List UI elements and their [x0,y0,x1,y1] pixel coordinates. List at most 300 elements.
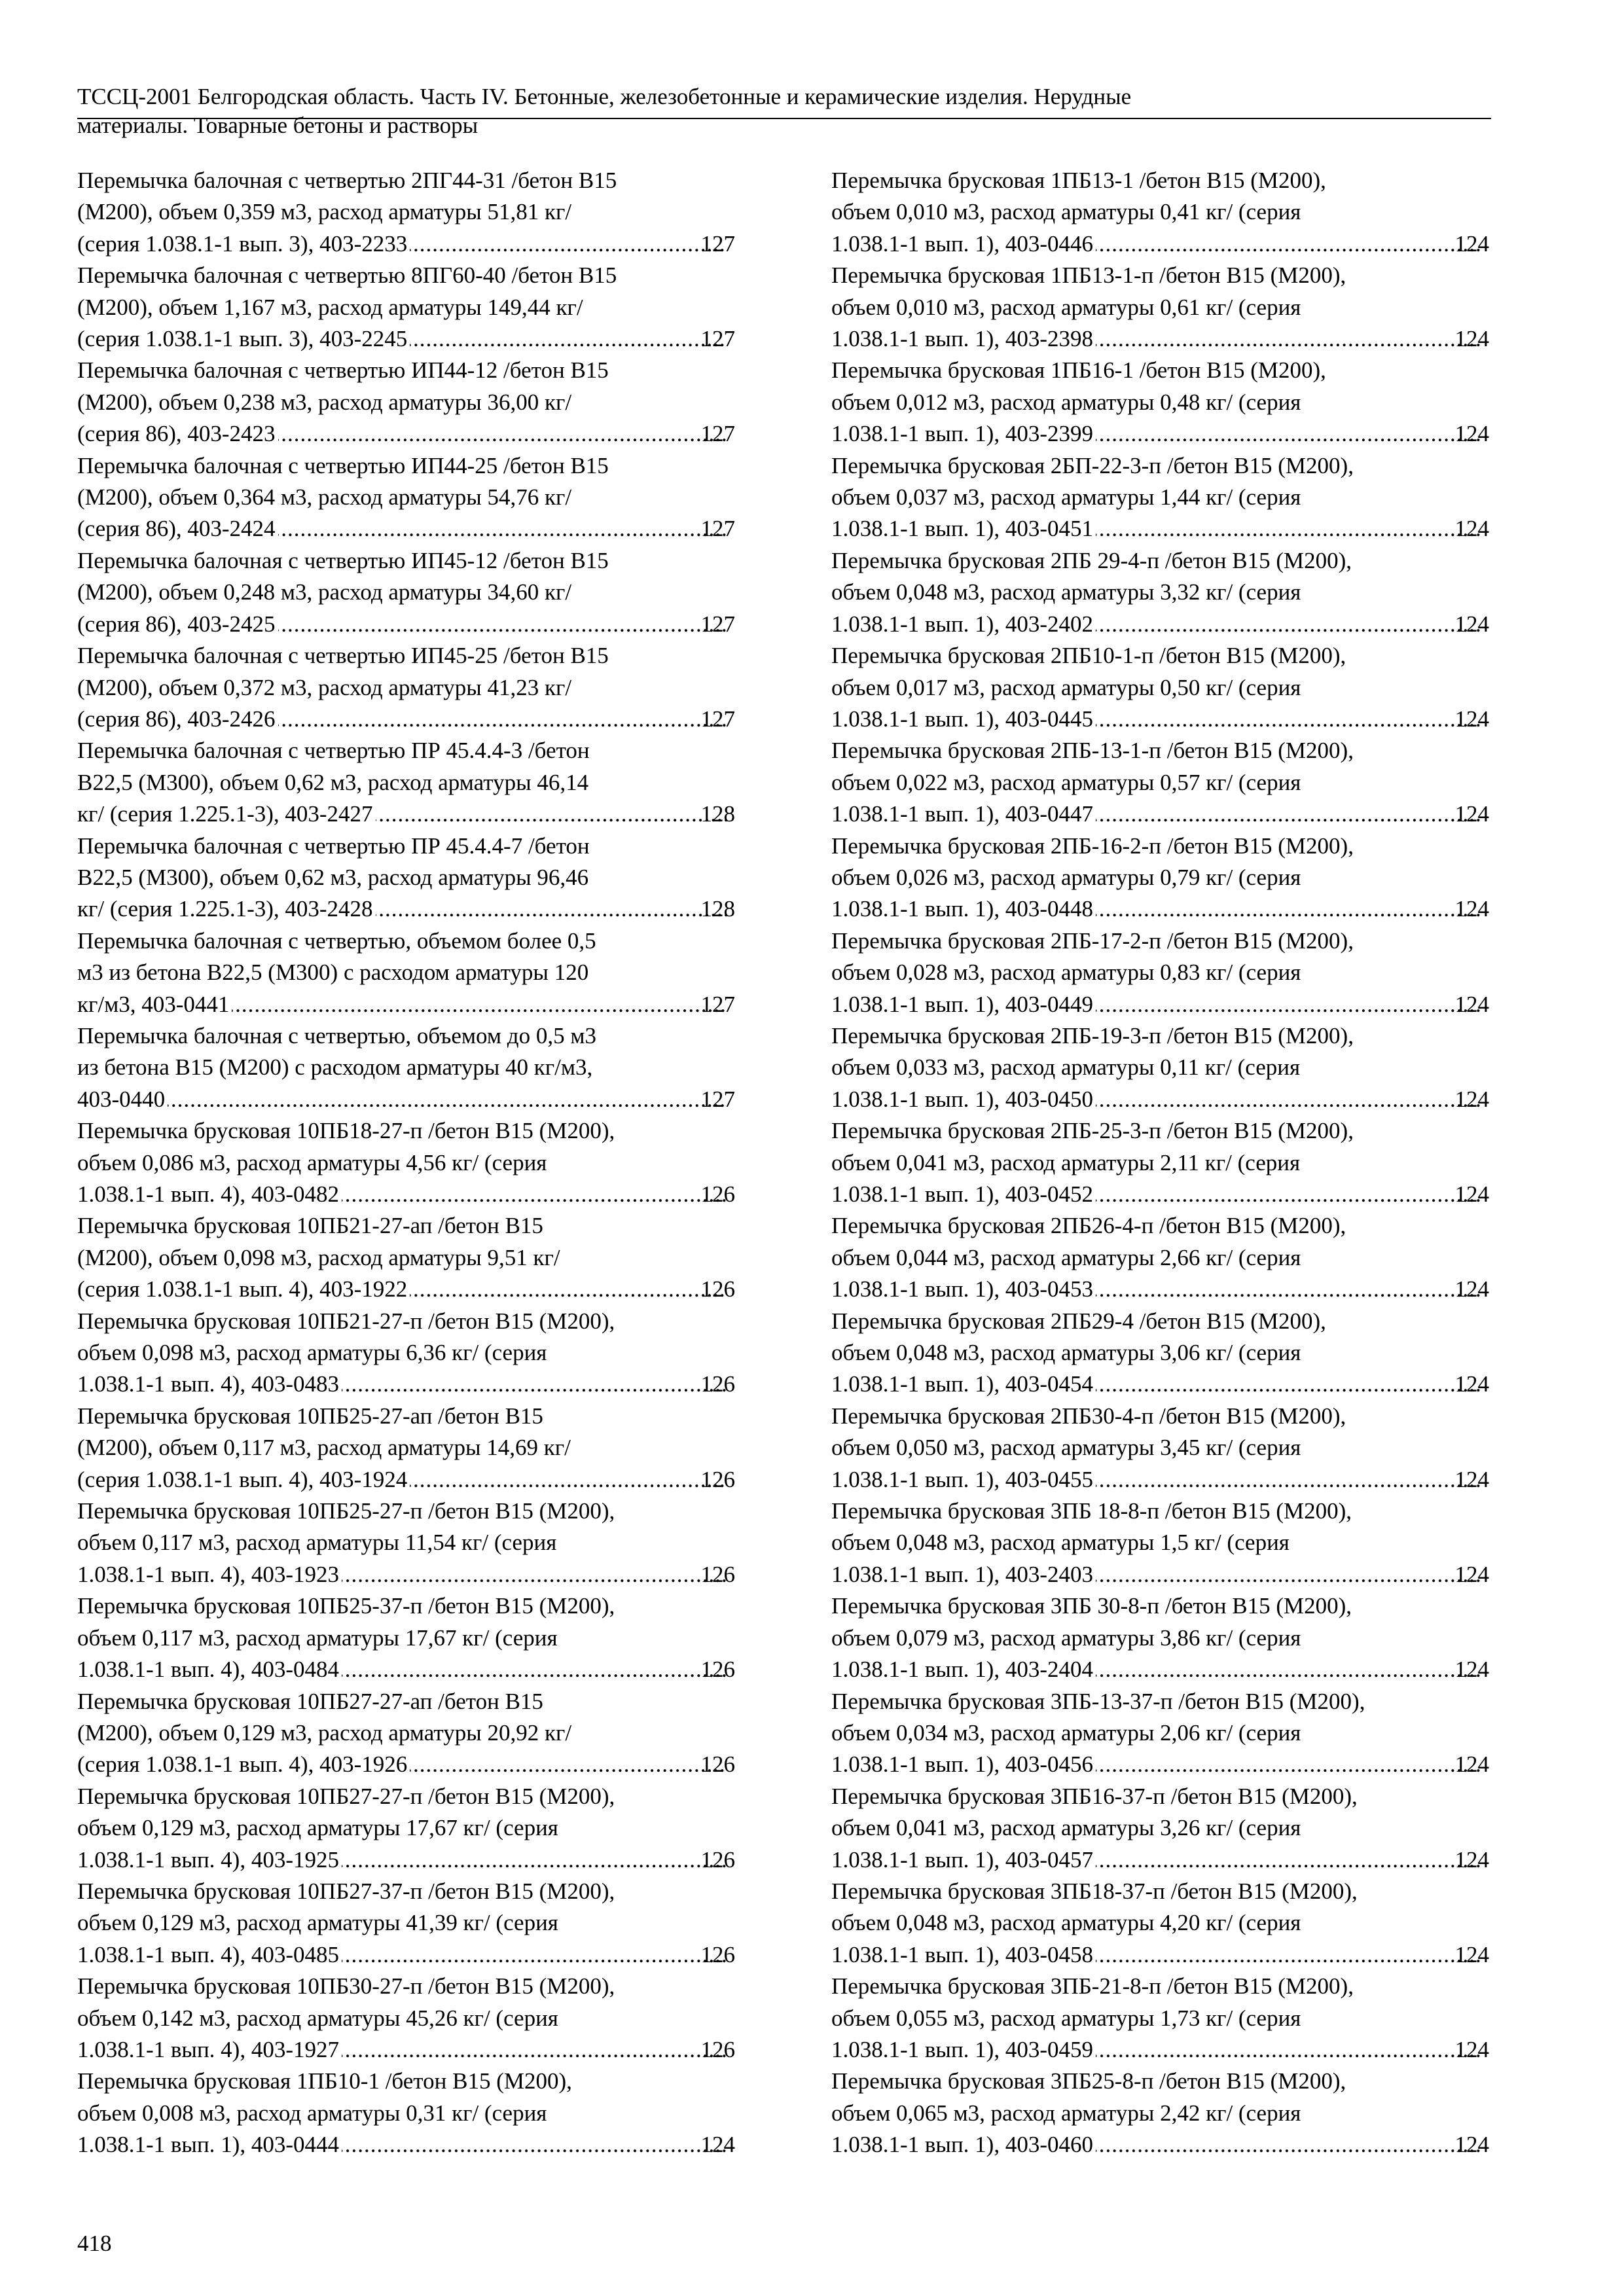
entry-page-ref: 126 [700,1751,735,1778]
entry-line: (серия 86), 403-2425 [77,611,276,637]
entry-line: объем 0,044 м3, расход арматуры 2,66 кг/ (серия [831,1244,1301,1270]
entry-line: объем 0,010 м3, расход арматуры 0,61 кг/ (серия [831,294,1301,320]
dot-leader [1096,2129,1481,2161]
entry-last-line [77,704,735,735]
entry-line: Перемычка балочная с четвертью, объемом до 0,5 м3 [77,1022,596,1049]
header-line-2: материалы. Товарные бетоны и растворы [77,113,478,138]
entry-page-ref: 124 [1454,326,1489,352]
index-entry [831,1210,1489,1305]
entry-line: (М200), объем 0,372 м3, расход арматуры 41,23 кг/ [77,674,572,700]
entry-line: Перемычка брусковая 10ПБ25-37-п /бетон В15 (М200), [77,1593,615,1619]
entry-line: объем 0,055 м3, расход арматуры 1,73 кг/ (серия [831,2005,1301,2031]
entry-last-line [831,1179,1489,1210]
dot-leader [1096,1084,1481,1115]
dot-leader [410,228,727,260]
entry-last-line [831,798,1489,830]
entry-page-ref: 126 [700,1371,735,1397]
entry-line: Перемычка балочная с четвертью ПР 45.4.4-3 /бетон [77,738,590,764]
entry-line: объем 0,012 м3, расход арматуры 0,48 кг/ (серия [831,389,1301,415]
entry-line: объем 0,142 м3, расход арматуры 45,26 кг/ (серия [77,2005,558,2031]
entry-last-line [831,1844,1489,1876]
entry-page-ref: 127 [700,326,735,352]
entry-line: 1.038.1-1 вып. 1), 403-0449 [831,991,1093,1017]
entry-last-line [831,1464,1489,1496]
entry-page-ref: 124 [1454,1181,1489,1207]
entry-page-ref: 127 [700,516,735,542]
dot-leader [1096,1559,1481,1590]
dot-leader [410,1274,727,1305]
dot-leader [342,1559,727,1590]
entry-last-line [831,1369,1489,1400]
entry-line: (М200), объем 0,248 м3, расход арматуры 34,60 кг/ [77,579,572,605]
entry-page-ref: 124 [1454,801,1489,827]
entry-line: (М200), объем 0,117 м3, расход арматуры 14,69 кг/ [77,1435,571,1461]
entry-line: Перемычка брусковая 3ПБ 18-8-п /бетон В15 (М200), [831,1498,1352,1524]
index-entry [831,2066,1489,2161]
entry-last-line [831,609,1489,640]
entry-line: 1.038.1-1 вып. 1), 403-0448 [831,896,1093,922]
dot-leader [1096,1939,1481,1971]
entry-page-ref: 124 [1454,1371,1489,1397]
entry-last-line [77,513,735,545]
entry-line: Перемычка брусковая 1ПБ10-1 /бетон В15 (М200), [77,2068,572,2094]
dot-leader [1096,798,1481,830]
entry-line: Перемычка брусковая 1ПБ13-1 /бетон В15 (М200), [831,168,1326,193]
entry-line: Перемычка брусковая 2ПБ-16-2-п /бетон В15 (М200), [831,833,1354,859]
entry-line: Перемычка брусковая 10ПБ21-27-ап /бетон В15 [77,1213,543,1239]
entry-page-ref: 126 [700,1276,735,1302]
index-entry [77,1496,735,1590]
entry-line: 1.038.1-1 вып. 1), 403-0444 [77,2132,339,2158]
dot-leader [342,1844,727,1876]
entry-page-ref: 124 [1454,706,1489,732]
entry-line: объем 0,048 м3, расход арматуры 3,32 кг/ (серия [831,579,1301,605]
entry-line: Перемычка брусковая 2ПБ-25-3-п /бетон В15 (М200), [831,1118,1354,1144]
index-entry [77,355,735,450]
entry-page-ref: 124 [1454,1657,1489,1683]
entry-last-line [77,2129,735,2161]
entry-line: объем 0,117 м3, расход арматуры 17,67 кг/ (серия [77,1624,558,1651]
dot-leader [342,1654,727,1685]
entry-last-line [831,323,1489,355]
entry-line: Перемычка брусковая 2ПБ-19-3-п /бетон В15 (М200), [831,1022,1354,1049]
index-entry [77,1210,735,1305]
index-entry [77,1020,735,1115]
entry-line: объем 0,065 м3, расход арматуры 2,42 кг/ (серия [831,2100,1301,2126]
dot-leader [278,418,727,450]
entry-line: 1.038.1-1 вып. 4), 403-0485 [77,1941,339,1967]
entry-page-ref: 127 [700,1086,735,1112]
entry-line: 1.038.1-1 вып. 1), 403-0455 [831,1466,1093,1492]
index-entry [831,925,1489,1020]
entry-line: (серия 1.038.1-1 вып. 4), 403-1924 [77,1466,408,1492]
index-entry [77,165,735,260]
dot-leader [1096,2034,1481,2066]
entry-line: Перемычка брусковая 2ПБ-17-2-п /бетон В15 (М200), [831,927,1354,954]
entry-line: Перемычка брусковая 3ПБ16-37-п /бетон В15 (М200), [831,1783,1358,1809]
entry-line: объем 0,037 м3, расход арматуры 1,44 кг/ (серия [831,484,1301,511]
entry-line: Перемычка балочная с четвертью ИП45-12 /бетон В15 [77,547,609,573]
entry-line: (М200), объем 0,129 м3, расход арматуры 20,92 кг/ [77,1719,572,1746]
entry-line: объем 0,034 м3, расход арматуры 2,06 кг/ (серия [831,1719,1301,1746]
entry-line: объем 0,041 м3, расход арматуры 2,11 кг/ (серия [831,1149,1301,1175]
header-line-1: ТССЦ-2001 Белгородская область. Часть IV. Бетонные, железобетонные и керамические изделия. Нерудные [77,84,1132,109]
entry-last-line [77,1464,735,1496]
entry-line: Перемычка брусковая 2БП-22-3-п /бетон В15 (М200), [831,452,1354,478]
entry-last-line [77,1084,735,1115]
index-entry [77,1401,735,1496]
entry-line: (серия 1.038.1-1 вып. 3), 403-2245 [77,326,408,352]
entry-last-line [831,1274,1489,1305]
entry-page-ref: 124 [1454,516,1489,542]
index-entry [77,1781,735,1876]
entry-line: Перемычка брусковая 1ПБ13-1-п /бетон В15 (М200), [831,262,1346,289]
index-entry [77,831,735,925]
dot-leader [410,1464,727,1496]
index-entry [831,1971,1489,2066]
entry-last-line [77,418,735,450]
dot-leader [278,609,727,640]
dot-leader [1096,1179,1481,1210]
entry-last-line [77,1939,735,1971]
entry-line: объем 0,028 м3, расход арматуры 0,83 кг/ (серия [831,960,1301,986]
index-entry [77,450,735,545]
entry-line: Перемычка брусковая 2ПБ26-4-п /бетон В15 (М200), [831,1213,1346,1239]
entry-line: объем 0,010 м3, расход арматуры 0,41 кг/ (серия [831,199,1301,225]
index-entry [77,545,735,640]
dot-leader [1096,704,1481,735]
entry-line: (серия 86), 403-2423 [77,421,276,447]
index-entry [831,355,1489,450]
entry-page-ref: 126 [700,1466,735,1492]
dot-leader [410,323,727,355]
entry-line: Перемычка балочная с четвертью 2ПГ44-31 /бетон В15 [77,168,617,193]
entry-line: Перемычка брусковая 10ПБ27-27-п /бетон В15 (М200), [77,1783,615,1809]
entry-line: (М200), объем 1,167 м3, расход арматуры 149,44 кг/ [77,294,583,320]
entry-page-ref: 126 [700,1181,735,1207]
entry-line: объем 0,026 м3, расход арматуры 0,79 кг/ (серия [831,864,1301,890]
entry-page-ref: 124 [1454,421,1489,447]
entry-last-line [831,228,1489,260]
entry-line: м3 из бетона В22,5 (М300) с расходом арматуры 120 [77,960,589,986]
index-entry [77,1590,735,1685]
entry-line: Перемычка брусковая 2ПБ30-4-п /бетон В15 (М200), [831,1403,1346,1429]
index-entry [77,1686,735,1781]
entry-page-ref: 127 [700,421,735,447]
entry-line: 1.038.1-1 вып. 1), 403-0459 [831,2036,1093,2062]
entry-last-line [77,323,735,355]
entry-page-ref: 124 [1454,991,1489,1017]
entry-line: 1.038.1-1 вып. 1), 403-0457 [831,1846,1093,1873]
dot-leader [342,1939,727,1971]
entry-line: 1.038.1-1 вып. 1), 403-2402 [831,611,1093,637]
entry-line: (М200), объем 0,364 м3, расход арматуры 54,76 кг/ [77,484,572,511]
index-entry [77,2066,735,2161]
entry-line: (серия 1.038.1-1 вып. 4), 403-1926 [77,1751,408,1778]
entry-line: 1.038.1-1 вып. 1), 403-2398 [831,326,1093,352]
dot-leader [1096,1844,1481,1876]
dot-leader [1096,1274,1481,1305]
entry-line: Перемычка брусковая 2ПБ-13-1-п /бетон В15 (М200), [831,738,1354,764]
entry-line: (серия 1.038.1-1 вып. 4), 403-1922 [77,1276,408,1302]
entry-line: 1.038.1-1 вып. 4), 403-1923 [77,1561,339,1587]
dot-leader [342,2034,727,2066]
dot-leader [1096,1369,1481,1400]
entry-line: Перемычка брусковая 2ПБ29-4 /бетон В15 (М200), [831,1308,1326,1334]
dot-leader [1096,1749,1481,1780]
entry-line: 1.038.1-1 вып. 1), 403-0452 [831,1181,1093,1207]
entry-last-line [77,2034,735,2066]
dot-leader [376,798,727,830]
entry-line: Перемычка балочная с четвертью 8ПГ60-40 /бетон В15 [77,262,617,289]
entry-line: 1.038.1-1 вып. 1), 403-0445 [831,706,1093,732]
entry-line: 1.038.1-1 вып. 1), 403-0446 [831,230,1093,257]
entry-line: 1.038.1-1 вып. 1), 403-0453 [831,1276,1093,1302]
entry-line: Перемычка брусковая 10ПБ30-27-п /бетон В15 (М200), [77,1973,615,2000]
dot-leader [410,1749,727,1780]
entry-line: 1.038.1-1 вып. 1), 403-2399 [831,421,1093,447]
index-entry [77,640,735,735]
dot-leader [1096,609,1481,640]
entry-line: 403-0440 [77,1086,166,1112]
entry-page-ref: 124 [1454,1941,1489,1967]
page-number: 418 [77,2231,112,2256]
entry-line: Перемычка брусковая 3ПБ-13-37-п /бетон В15 (М200), [831,1688,1365,1714]
entry-line: Перемычка брусковая 10ПБ25-27-п /бетон В15 (М200), [77,1498,615,1524]
index-entry [77,925,735,1020]
entry-line: объем 0,050 м3, расход арматуры 3,45 кг/ (серия [831,1435,1301,1461]
entry-last-line [831,2129,1489,2161]
entry-line: объем 0,117 м3, расход арматуры 11,54 кг/ (серия [77,1530,557,1556]
entry-last-line [77,1369,735,1400]
index-entry [77,1306,735,1401]
index-entry [77,1115,735,1210]
entry-line: объем 0,129 м3, расход арматуры 41,39 кг/ (серия [77,1910,558,1936]
entry-line: кг/ (серия 1.225.1-3), 403-2428 [77,896,373,922]
index-entry [831,1876,1489,1971]
entry-page-ref: 126 [700,1561,735,1587]
entry-page-ref: 124 [1454,1561,1489,1587]
dot-leader [1096,1654,1481,1685]
entry-page-ref: 124 [1454,1751,1489,1778]
entry-page-ref: 126 [700,1657,735,1683]
entry-page-ref: 127 [700,706,735,732]
dot-leader [1096,893,1481,925]
entry-last-line [831,2034,1489,2066]
entry-line: кг/м3, 403-0441 [77,991,230,1017]
entry-last-line [831,989,1489,1020]
entry-line: 1.038.1-1 вып. 1), 403-0450 [831,1086,1093,1112]
entry-page-ref: 127 [700,611,735,637]
entry-line: объем 0,098 м3, расход арматуры 6,36 кг/ (серия [77,1340,547,1366]
entry-line: 1.038.1-1 вып. 4), 403-0483 [77,1371,339,1397]
index-entry [831,1496,1489,1590]
entry-last-line [77,228,735,260]
entry-page-ref: 124 [1454,1846,1489,1873]
index-entry [831,1781,1489,1876]
index-entry [831,260,1489,355]
entry-line: Перемычка брусковая 10ПБ27-37-п /бетон В15 (М200), [77,1878,615,1904]
entry-last-line [77,893,735,925]
entry-line: 1.038.1-1 вып. 1), 403-0451 [831,516,1093,542]
entry-page-ref: 127 [700,991,735,1017]
entry-page-ref: 127 [700,230,735,257]
entry-line: 1.038.1-1 вып. 4), 403-0484 [77,1657,339,1683]
dot-leader [342,1179,727,1210]
dot-leader [1096,228,1481,260]
entry-line: 1.038.1-1 вып. 4), 403-1925 [77,1846,339,1873]
entry-last-line [831,893,1489,925]
index-entry [831,1115,1489,1210]
entry-line: Перемычка балочная с четвертью ПР 45.4.4-7 /бетон [77,833,590,859]
entry-line: (серия 86), 403-2426 [77,706,276,732]
entry-last-line [831,1939,1489,1971]
entry-last-line [77,798,735,830]
entry-last-line [831,1084,1489,1115]
entry-line: 1.038.1-1 вып. 1), 403-0460 [831,2132,1093,2158]
entry-line: (М200), объем 0,098 м3, расход арматуры 9,51 кг/ [77,1244,560,1270]
dot-leader [1096,418,1481,450]
entry-line: объем 0,008 м3, расход арматуры 0,31 кг/ (серия [77,2100,547,2126]
entry-page-ref: 124 [700,2132,735,2158]
entry-page-ref: 128 [700,896,735,922]
index-entry [831,1686,1489,1781]
entry-line: Перемычка брусковая 1ПБ16-1 /бетон В15 (М200), [831,357,1326,384]
dot-leader [342,1369,727,1400]
index-entry [831,450,1489,545]
entry-line: объем 0,048 м3, расход арматуры 3,06 кг/ (серия [831,1340,1301,1366]
entry-line: Перемычка балочная с четвертью ИП44-12 /бетон В15 [77,357,609,384]
entry-line: 1.038.1-1 вып. 1), 403-2404 [831,1657,1093,1683]
entry-line: В22,5 (М300), объем 0,62 м3, расход арматуры 46,14 [77,769,589,795]
entry-line: Перемычка брусковая 3ПБ25-8-п /бетон В15 (М200), [831,2068,1346,2094]
entry-line: объем 0,022 м3, расход арматуры 0,57 кг/ (серия [831,769,1301,795]
entry-last-line [831,704,1489,735]
entry-line: Перемычка брусковая 3ПБ 30-8-п /бетон В15 (М200), [831,1593,1352,1619]
entry-page-ref: 124 [1454,230,1489,257]
entry-line: объем 0,017 м3, расход арматуры 0,50 кг/ (серия [831,674,1301,700]
entry-last-line [831,1654,1489,1685]
entry-line: В22,5 (М300), объем 0,62 м3, расход арматуры 96,46 [77,864,589,890]
entry-page-ref: 124 [1454,2132,1489,2158]
entry-line: Перемычка брусковая 10ПБ18-27-п /бетон В15 (М200), [77,1118,615,1144]
entry-page-ref: 124 [1454,2036,1489,2062]
index-entry [77,260,735,355]
entry-line: 1.038.1-1 вып. 4), 403-1927 [77,2036,339,2062]
entry-line: кг/ (серия 1.225.1-3), 403-2427 [77,801,373,827]
entry-line: Перемычка брусковая 2ПБ10-1-п /бетон В15 (М200), [831,643,1346,669]
index-entry [831,1020,1489,1115]
entry-line: Перемычка брусковая 3ПБ-21-8-п /бетон В15 (М200), [831,1973,1354,2000]
dot-leader [278,513,727,545]
entry-last-line [831,1749,1489,1780]
dot-leader [1096,1464,1481,1496]
dot-leader [232,989,727,1020]
entry-last-line [77,989,735,1020]
index-entry [831,1401,1489,1496]
entry-page-ref: 124 [1454,896,1489,922]
entry-line: Перемычка балочная с четвертью ИП44-25 /бетон В15 [77,452,609,478]
entry-line: 1.038.1-1 вып. 4), 403-0482 [77,1181,339,1207]
entry-line: объем 0,129 м3, расход арматуры 17,67 кг/ (серия [77,1815,558,1841]
entry-line: Перемычка балочная с четвертью ИП45-25 /бетон В15 [77,643,609,669]
entry-line: объем 0,048 м3, расход арматуры 1,5 кг/ (серия [831,1530,1290,1556]
entry-line: Перемычка брусковая 10ПБ25-27-ап /бетон В15 [77,1403,543,1429]
entry-line: объем 0,041 м3, расход арматуры 3,26 кг/ (серия [831,1815,1301,1841]
entry-page-ref: 126 [700,1941,735,1967]
entry-last-line [77,1844,735,1876]
entry-line: 1.038.1-1 вып. 1), 403-0456 [831,1751,1093,1778]
index-column-right [831,165,1489,2161]
entry-line: Перемычка брусковая 2ПБ 29-4-п /бетон В15 (М200), [831,547,1352,573]
entry-last-line [77,1654,735,1685]
entry-line: 1.038.1-1 вып. 1), 403-0458 [831,1941,1093,1967]
entry-line: Перемычка брусковая 10ПБ27-27-ап /бетон В15 [77,1688,543,1714]
index-entry [831,831,1489,925]
index-entry [77,735,735,830]
header-rule [77,118,1491,119]
dot-leader [1096,323,1481,355]
entry-line: объем 0,086 м3, расход арматуры 4,56 кг/ (серия [77,1149,547,1175]
entry-page-ref: 124 [1454,1086,1489,1112]
entry-line: 1.038.1-1 вып. 1), 403-0447 [831,801,1093,827]
index-entry [77,1971,735,2066]
index-entry [831,1306,1489,1401]
entry-line: Перемычка балочная с четвертью, объемом более 0,5 [77,927,596,954]
entry-last-line [77,1179,735,1210]
entry-line: (серия 1.038.1-1 вып. 3), 403-2233 [77,230,408,257]
index-entry [77,1876,735,1971]
dot-leader [342,2129,727,2161]
entry-line: Перемычка брусковая 3ПБ18-37-п /бетон В15 (М200), [831,1878,1358,1904]
entry-line: объем 0,048 м3, расход арматуры 4,20 кг/ (серия [831,1910,1301,1936]
index-entry [831,640,1489,735]
entry-page-ref: 126 [700,1846,735,1873]
entry-last-line [77,1274,735,1305]
index-entry [831,1590,1489,1685]
dot-leader [168,1084,727,1115]
entry-line: объем 0,033 м3, расход арматуры 0,11 кг/ (серия [831,1054,1301,1081]
index-column-left [77,165,735,2161]
entry-line: Перемычка брусковая 10ПБ21-27-п /бетон В15 (М200), [77,1308,615,1334]
dot-leader [1096,513,1481,545]
entry-last-line [77,1559,735,1590]
entry-last-line [831,513,1489,545]
entry-page-ref: 128 [700,801,735,827]
dot-leader [1096,989,1481,1020]
index-entry [831,165,1489,260]
entry-page-ref: 124 [1454,1466,1489,1492]
running-header [77,82,1491,140]
entry-last-line [831,1559,1489,1590]
entry-line: (серия 86), 403-2424 [77,516,276,542]
entry-last-line [831,418,1489,450]
entry-page-ref: 126 [700,2036,735,2062]
entry-line: объем 0,079 м3, расход арматуры 3,86 кг/ (серия [831,1624,1301,1651]
dot-leader [278,704,727,735]
entry-page-ref: 124 [1454,1276,1489,1302]
index-entry [831,545,1489,640]
entry-line: 1.038.1-1 вып. 1), 403-2403 [831,1561,1093,1587]
dot-leader [376,893,727,925]
entry-last-line [77,609,735,640]
entry-line: (М200), объем 0,359 м3, расход арматуры 51,81 кг/ [77,199,572,225]
entry-page-ref: 124 [1454,611,1489,637]
entry-line: 1.038.1-1 вып. 1), 403-0454 [831,1371,1093,1397]
entry-line: из бетона В15 (М200) с расходом арматуры 40 кг/м3, [77,1054,593,1081]
entry-line: (М200), объем 0,238 м3, расход арматуры 36,00 кг/ [77,389,572,415]
index-entry [831,735,1489,830]
